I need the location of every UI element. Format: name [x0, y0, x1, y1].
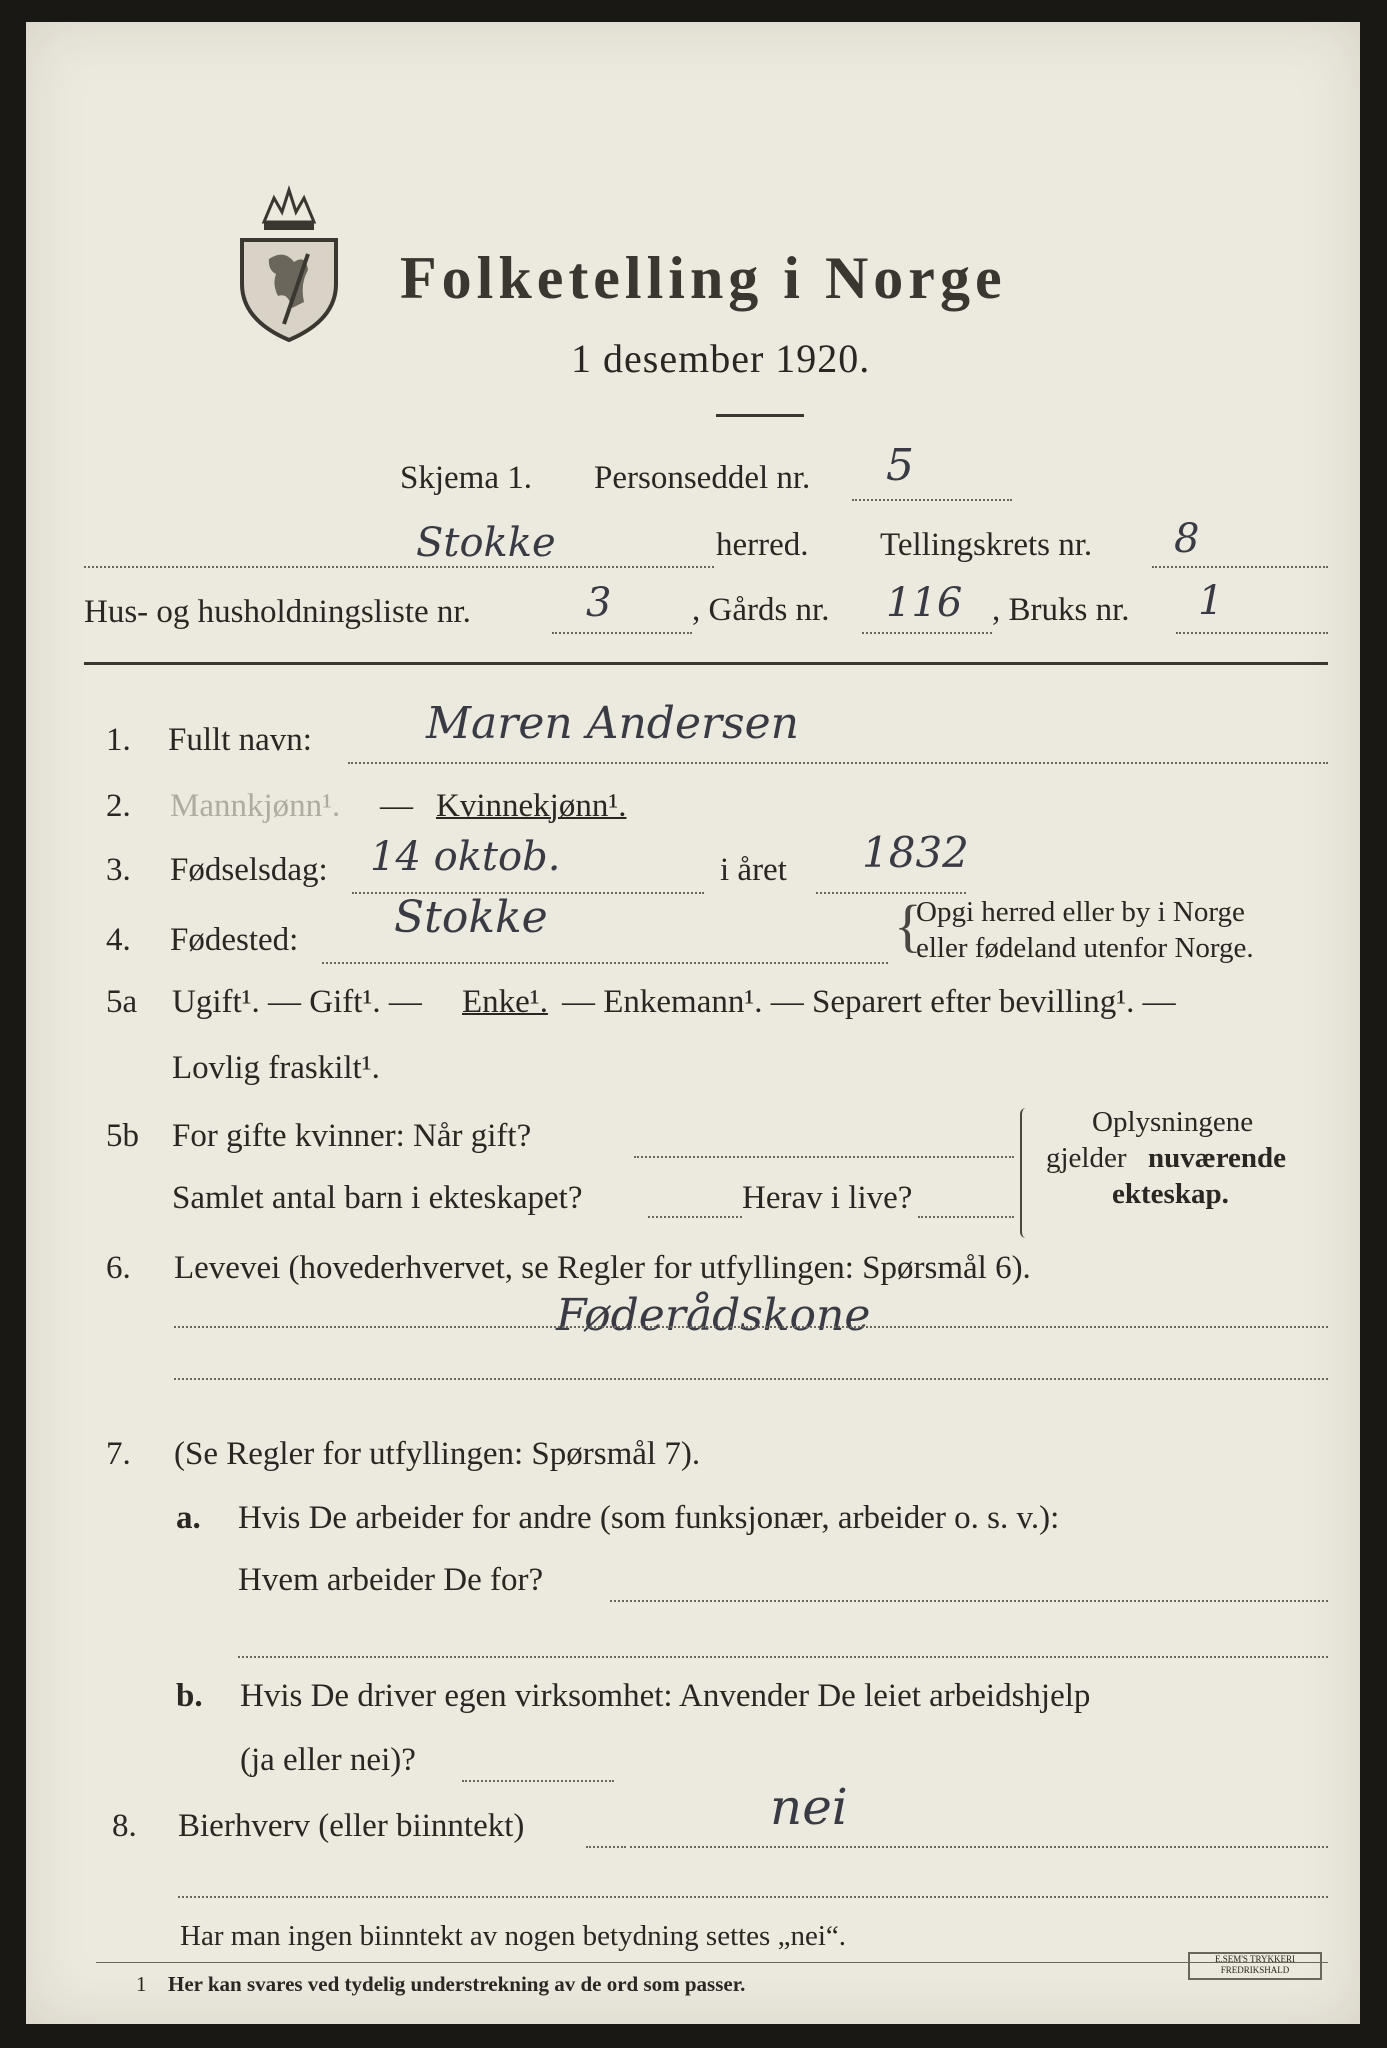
census-date: 1 desember 1920. — [571, 336, 871, 381]
census-form-page — [26, 22, 1360, 2024]
hired-help-label: (ja eller nei)? — [240, 1742, 416, 1778]
employer-field-line-2 — [238, 1656, 1328, 1658]
full-name-field-line — [348, 762, 1328, 764]
bruks-label: , Bruks nr. — [992, 592, 1130, 628]
side-income-note: Har man ingen biinntekt av nogen betydning settes „nei“. — [180, 1920, 847, 1952]
personseddel-label: Personseddel nr. — [594, 460, 811, 496]
when-married-field-line — [634, 1156, 1014, 1158]
children-count-field-line — [648, 1216, 742, 1218]
note-brace: { — [894, 893, 922, 958]
marital-option-selected[interactable]: Enke¹. — [462, 984, 548, 1020]
printer-stamp-line1: E.SEM'S TRYKKERI — [1215, 1954, 1295, 1964]
side-income-dots — [586, 1846, 626, 1848]
occupation-field-line-1 — [174, 1326, 1328, 1328]
full-name-value[interactable]: Maren Andersen — [426, 698, 799, 749]
herred-field-line — [84, 566, 714, 568]
q1-number: 1. — [106, 722, 131, 758]
children-count-label: Samlet antal barn i ekteskapet? — [172, 1180, 583, 1216]
birth-year-label: i året — [720, 852, 787, 888]
male-option[interactable]: Mannkjønn¹. — [170, 788, 341, 824]
husliste-value[interactable]: 3 — [586, 580, 612, 626]
tellingskrets-value[interactable]: 8 — [1174, 516, 1200, 562]
q7a-letter: a. — [176, 1500, 201, 1536]
printer-stamp — [1188, 1952, 1322, 1980]
marriage-note-line2: gjelder — [1046, 1142, 1127, 1174]
birthplace-label: Fødested: — [170, 922, 299, 958]
birth-year-field-line — [816, 892, 966, 894]
gards-label: , Gårds nr. — [692, 592, 830, 628]
gards-field-line — [862, 632, 992, 634]
divorced-option[interactable]: Lovlig fraskilt¹. — [172, 1050, 380, 1086]
gards-value[interactable]: 116 — [886, 580, 963, 626]
q3-number: 3. — [106, 852, 131, 888]
footnote-mark: 1 — [136, 1972, 147, 1996]
hired-help-field-line — [462, 1780, 614, 1782]
full-name-label: Fullt navn: — [168, 722, 312, 758]
when-married-label: For gifte kvinner: Når gift? — [172, 1118, 532, 1154]
q2-number: 2. — [106, 788, 131, 824]
footnote-text: Her kan svares ved tydelig understrekning av de ord som passer. — [168, 1972, 746, 1996]
birthplace-field-line — [322, 962, 888, 964]
side-income-value[interactable]: nei — [770, 1778, 848, 1836]
schema-label: Skjema 1. — [400, 460, 532, 496]
q5b-number: 5b — [106, 1118, 139, 1154]
occupation-field-line-2 — [174, 1378, 1328, 1380]
form-title: Folketelling i Norge — [400, 245, 1007, 311]
q7-number: 7. — [106, 1436, 131, 1472]
tellingskrets-label: Tellingskrets nr. — [880, 527, 1093, 563]
printer-stamp-line2: FREDRIKSHALD — [1220, 1965, 1290, 1975]
title-divider — [716, 414, 804, 417]
children-alive-label: Herav i live? — [742, 1180, 913, 1216]
marriage-note-line1: Oplysningene — [1092, 1106, 1254, 1138]
female-option-selected[interactable]: Kvinnekjønn¹. — [436, 788, 627, 824]
q6-number: 6. — [106, 1250, 131, 1286]
header-separator — [84, 662, 1328, 665]
birthplace-note-line1: Opgi herred eller by i Norge — [916, 896, 1245, 928]
husliste-label: Hus- og husholdningsliste nr. — [84, 594, 471, 630]
q7a-line1: Hvis De arbeider for andre (som funksjonær, arbeider o. s. v.): — [238, 1500, 1060, 1536]
footer-divider — [96, 1962, 1328, 1963]
side-income-label: Bierhverv (eller biinntekt) — [178, 1808, 525, 1844]
birthday-label: Fødselsdag: — [170, 852, 328, 888]
birth-year-value[interactable]: 1832 — [862, 828, 969, 877]
occupation-value[interactable]: Føderådskone — [556, 1290, 871, 1341]
note-bracket — [1020, 1108, 1026, 1238]
occupation-label: Levevei (hovederhvervet, se Regler for utfyllingen: Spørsmål 6). — [174, 1250, 1031, 1286]
q5a-number: 5a — [106, 984, 138, 1020]
children-alive-field-line — [918, 1216, 1014, 1218]
q8-number: 8. — [112, 1808, 137, 1844]
birthplace-note-line2: eller fødeland utenfor Norge. — [916, 932, 1254, 964]
personseddel-field-line — [852, 499, 1012, 501]
bruks-value[interactable]: 1 — [1198, 578, 1224, 624]
marriage-note-current: nuværende — [1148, 1142, 1287, 1174]
birthplace-value[interactable]: Stokke — [394, 892, 548, 943]
husliste-field-line — [552, 632, 692, 634]
marital-options-rest[interactable]: — Enkemann¹. — Separert efter bevilling¹. — — [562, 984, 1176, 1020]
side-income-field-line — [630, 1846, 1328, 1848]
employer-field-line-1 — [610, 1600, 1328, 1602]
employer-label: Hvem arbeider De for? — [238, 1562, 544, 1598]
birthday-value[interactable]: 14 oktob. — [370, 834, 561, 880]
marriage-note-line3: ekteskap. — [1112, 1178, 1229, 1210]
herred-label: herred. — [716, 527, 809, 563]
q4-number: 4. — [106, 922, 131, 958]
herred-value[interactable]: Stokke — [416, 520, 556, 566]
bruks-field-line — [1176, 632, 1328, 634]
marital-options[interactable]: Ugift¹. — Gift¹. — — [172, 984, 422, 1020]
tellingskrets-field-line — [1152, 566, 1328, 568]
q7b-line1: Hvis De driver egen virksomhet: Anvender De leiet arbeidshjelp — [240, 1678, 1091, 1714]
gender-separator: — — [380, 788, 413, 824]
side-income-field-line-2 — [178, 1896, 1328, 1898]
personseddel-value[interactable]: 5 — [886, 440, 914, 491]
q7-label: (Se Regler for utfyllingen: Spørsmål 7). — [174, 1436, 701, 1472]
q7b-letter: b. — [176, 1678, 203, 1714]
norwegian-coat-of-arms-icon — [234, 184, 344, 344]
